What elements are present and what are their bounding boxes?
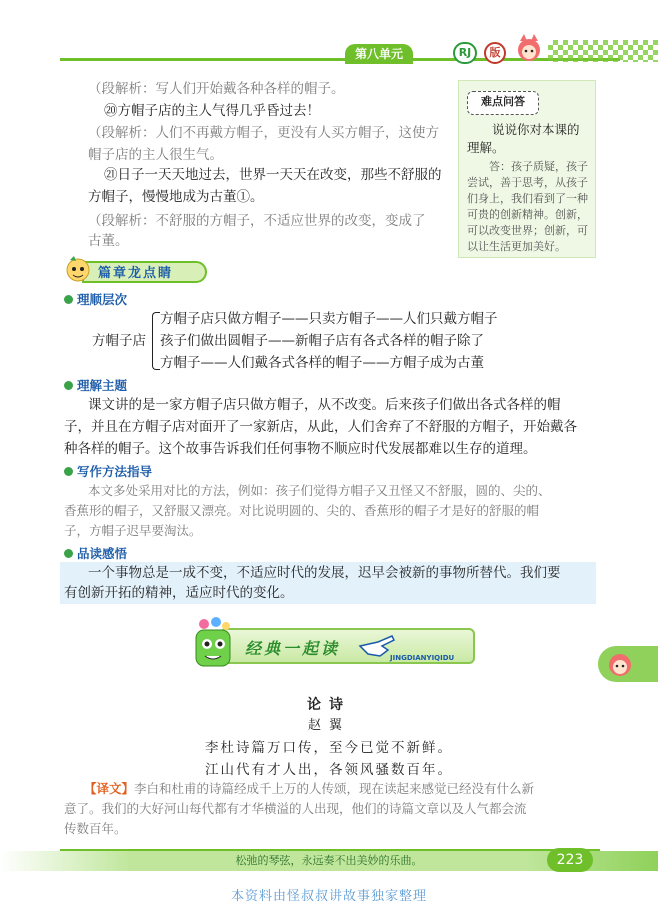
analysis-3: （段解析：不舒服的方帽子，不适应世界的改变，变成了	[88, 213, 426, 229]
side-tab	[598, 646, 658, 682]
translation-line-1: 【译文】李白和杜甫的诗篇经成千上万的人传颂，现在读起来感觉已经没有什么新	[84, 781, 535, 796]
footer-quote: 松弛的琴弦，永远奏不出美妙的乐曲。	[235, 854, 423, 867]
green-monster-icon	[190, 616, 238, 672]
qa-sidebar	[458, 80, 596, 258]
method-line-1: 本文多处采用对比的方法，例如：孩子们觉得方帽子又丑怪又不舒服，圆的、尖的、	[88, 483, 551, 498]
poem-line-1: 李杜诗篇万口传，至今已觉不新鲜。	[205, 740, 453, 756]
poem-author: 赵翼	[307, 718, 350, 733]
qa-title: 难点问答	[467, 91, 539, 115]
bullet-dot-icon	[64, 467, 73, 476]
analysis-3-cont: 古董。	[88, 233, 129, 249]
section-banner	[62, 256, 207, 286]
analysis-2-cont: 帽子店的主人很生气。	[88, 147, 223, 163]
method-line-3: 子，方帽子迟早要淘汰。	[64, 523, 202, 538]
page-number: 223	[547, 848, 593, 872]
classic-pinyin: JINGDIANYIQIDU	[390, 654, 455, 662]
translation-label: 【译文】	[84, 781, 135, 796]
watermark-text: 本资料由怪叔叔讲故事独家整理	[230, 889, 427, 904]
rj-badge: RJ	[453, 42, 477, 64]
classic-title: 经典一起读	[245, 639, 341, 658]
mascot-icon	[514, 32, 544, 64]
unit-label: 第八单元	[345, 44, 413, 64]
paragraph-21-cont: 方帽子，慢慢地成为古董①。	[88, 189, 264, 205]
edition-badge: 版	[484, 42, 506, 64]
bullet-dot-icon	[64, 295, 73, 304]
layers-item-3: 方帽子——人们戴各式各样的帽子——方帽子成为古董	[160, 355, 484, 371]
poem-title: 论诗	[307, 697, 351, 713]
layers-root: 方帽子店	[92, 333, 146, 349]
dragon-mascot-icon	[62, 256, 96, 286]
layers-item-1: 方帽子店只做方帽子——只卖方帽子——人们只戴方帽子	[160, 311, 498, 327]
checker-decoration	[548, 40, 658, 62]
feeling-line-2: 有创新开拓的精神，适应时代的变化。	[64, 585, 294, 601]
qa-question: 说说你对本课的理解。	[467, 122, 580, 155]
analysis-1: （段解析：写人们开始戴各种各样的帽子。	[88, 81, 345, 97]
translation-line-2: 意了。我们的大好河山每代都有才华横溢的人出现，他们的诗篇文章以及人气都会流	[64, 801, 527, 816]
poem-line-2: 江山代有才人出，各领风骚数百年。	[205, 762, 453, 778]
layers-item-2: 孩子们做出圆帽子——新帽子店有各式各样的帽子除了	[160, 333, 484, 349]
brace	[152, 312, 160, 370]
theme-heading: 理解主题	[64, 376, 127, 394]
translation-line-3: 传数百年。	[64, 821, 127, 836]
page-header	[0, 30, 658, 70]
paragraph-21: ㉑日子一天天地过去，世界一天天在改变，那些不舒服的	[104, 167, 442, 183]
bullet-dot-icon	[64, 381, 73, 390]
method-heading: 写作方法指导	[64, 462, 152, 480]
layers-heading: 理顺层次	[64, 290, 127, 308]
feeling-line-1: 一个事物总是一成不变，不适应时代的发展，迟早会被新的事物所替代。我们要	[88, 565, 561, 581]
analysis-2: （段解析：人们不再戴方帽子，更没有人买方帽子，这使方	[88, 125, 439, 141]
fox-mascot-icon	[606, 650, 634, 678]
theme-line-1: 课文讲的是一家方帽子店只做方帽子，从不改变。后来孩子们做出各式各样的帽	[88, 397, 561, 413]
qa-answer: 答：孩子质疑，孩子尝试，善于思考，从孩子们身上，我们看到了一种可贵的创新精神。创新，可以改变世界；创新，可以让生活更加美好。	[467, 160, 588, 253]
method-line-2: 香蕉形的帽子，又舒服又漂亮。对比说明圆的、尖的、香蕉形的帽子才是好的舒服的帽	[64, 503, 540, 518]
feeling-heading: 品读感悟	[64, 544, 127, 562]
theme-line-2: 子，并且在方帽子店对面开了一家新店，从此，人们舍弃了不舒服的方帽子，开始戴各	[64, 419, 577, 435]
classic-reading-banner	[190, 616, 475, 672]
paragraph-20: ⑳方帽子店的主人气得几乎昏过去！	[104, 103, 320, 119]
theme-line-3: 种各样的帽子。这个故事告诉我们任何事物不顺应时代发展都难以生存的道理。	[64, 441, 537, 457]
section-title: 篇章龙点睛	[98, 266, 174, 281]
bullet-dot-icon	[64, 549, 73, 558]
